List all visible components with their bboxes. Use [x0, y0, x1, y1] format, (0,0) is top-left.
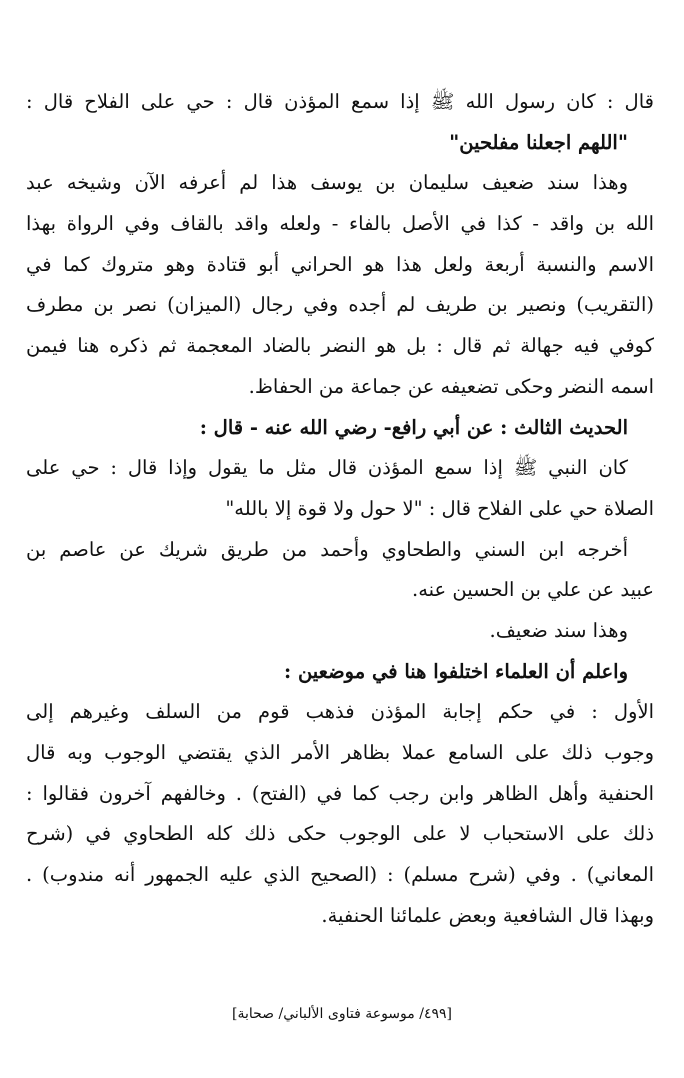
text-line: وبهذا قال الشافعية وبعض علمائنا الحنفية. [321, 903, 654, 927]
text-line: قال : كان رسول الله ﷺ إذا سمع المؤذن قال : حي على الفلاح قال : [26, 90, 654, 113]
text-line: ذلك على الاستحباب لا على الوجوب حكى ذلك كله الطحاوي في (شرح [26, 822, 654, 846]
text-line: وجوب ذلك على السامع عملا بظاهر الأمر الذي يقتضي الوجوب وبه قال [26, 741, 654, 764]
text-line: اسمه النضر وحكى تضعيفه عن جماعة من الحفاظ. [248, 374, 654, 398]
text-line: الأول : في حكم إجابة المؤذن فذهب قوم من السلف وغيرهم إلى [26, 700, 654, 724]
text-line: عبيد عن علي بن الحسين عنه. [412, 578, 654, 602]
body-text [26, 82, 654, 936]
text-line: وهذا سند ضعيف سليمان بن يوسف هذا لم أعرفه الآن وشيخه عبد [26, 171, 628, 195]
text-line: واعلم أن العلماء اختلفوا هنا في موضعين : [283, 659, 628, 683]
text-line: كوفي فيه جهالة ثم قال : بل هو النضر بالضاد المعجمة ثم ذكره هنا فيمن [26, 334, 654, 358]
text-line: "اللهم اجعلنا مفلحين" [449, 130, 628, 154]
text-line: كان النبي ﷺ إذا سمع المؤذن قال مثل ما يقول وإذا قال : حي على [26, 456, 628, 480]
text-line: المعاني) . وفي (شرح مسلم) : (الصحيح الذي عليه الجمهور أنه مندوب) . [26, 863, 654, 887]
text-line: (التقريب) ونصير بن طريف لم أجده وفي رجال (الميزان) نصر بن مطرف [26, 293, 654, 317]
text-line: الصلاة حي على الفلاح قال : "لا حول ولا قوة إلا بالله" [225, 496, 654, 520]
text-line: الله بن واقد - كذا في الأصل بالفاء - ولعله واقد بالقاف وفي الرواة بهذا [26, 212, 654, 236]
text-line: وهذا سند ضعيف. [489, 618, 628, 642]
text-line: الحنفية وأهل الظاهر وابن رجب كما في (الفتح) . وخالفهم آخرون فقالوا : [26, 781, 654, 805]
text-line: الحديث الثالث : عن أبي رافع- رضي الله عنه - قال : [199, 415, 628, 439]
page-footer: [٤٩٩/ موسوعة فتاوى الألباني/ صحابة] [232, 1006, 452, 1022]
text-line: أخرجه ابن السني والطحاوي وأحمد من طريق شريك عن عاصم بن [26, 537, 628, 561]
text-line: الاسم والنسبة أربعة ولعل هذا هو الحراني أبو قتادة وهو متروك كما في [26, 252, 654, 276]
